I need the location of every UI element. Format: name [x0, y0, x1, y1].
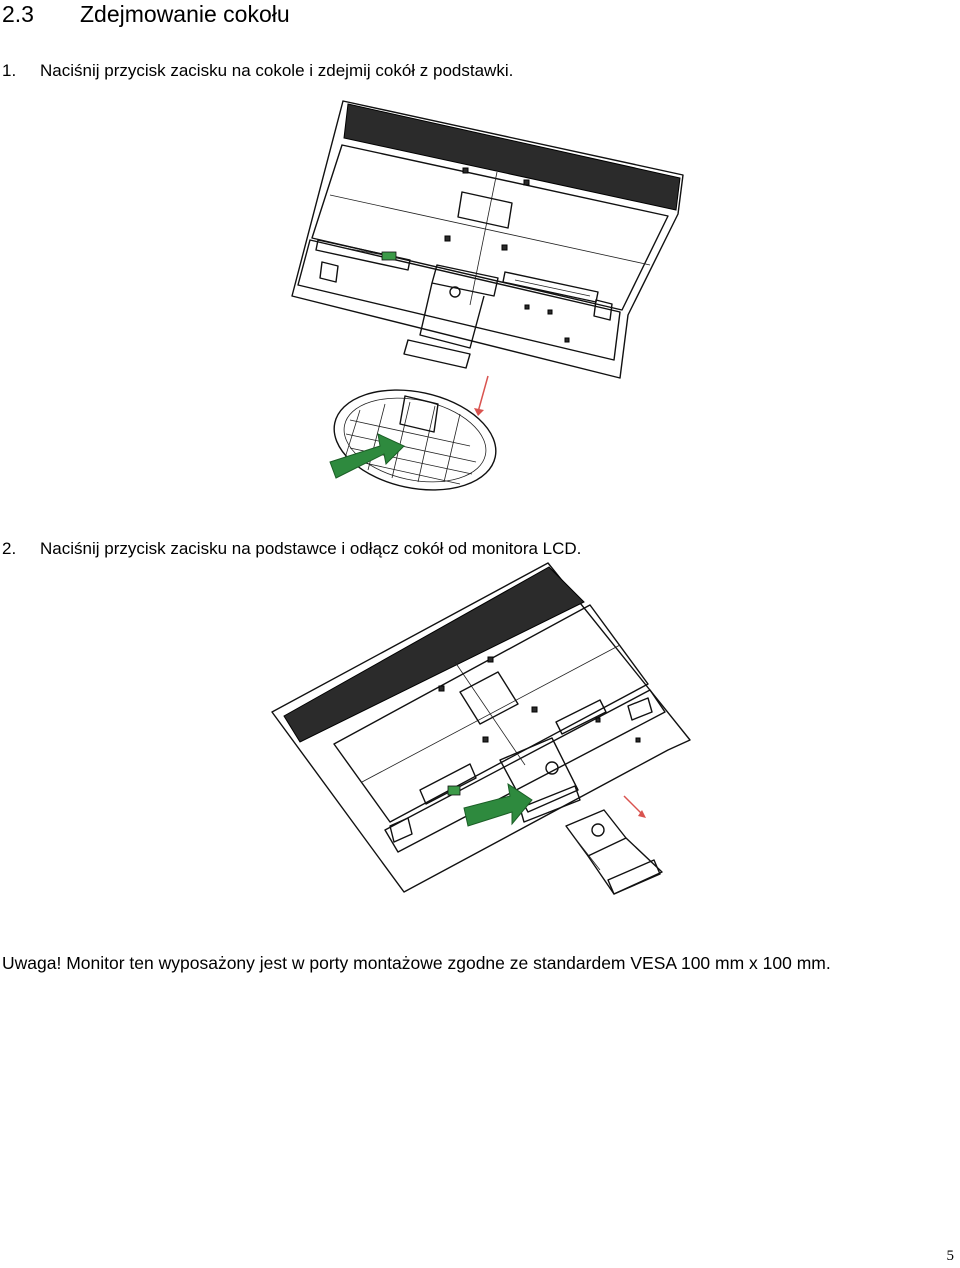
illustration-remove-base	[0, 0, 960, 530]
step-1-number: 1.	[2, 61, 17, 80]
section-number: 2.3	[2, 1, 34, 27]
vesa-note: Uwaga! Monitor ten wyposażony jest w porty montażowe zgodne ze standardem VESA 100 mm x 100 mm.	[2, 953, 831, 973]
step-2	[2, 538, 581, 560]
page-number: 5	[946, 1248, 954, 1264]
illustration-detach-neck	[0, 560, 960, 920]
step-1-text: Naciśnij przycisk zacisku na cokole i zdejmij cokół z podstawki.	[40, 61, 514, 80]
section-title: Zdejmowanie cokołu	[80, 1, 290, 27]
step-2-text: Naciśnij przycisk zacisku na podstawce i odłącz cokół od monitora LCD.	[40, 539, 582, 558]
step-2-number: 2.	[2, 539, 17, 558]
